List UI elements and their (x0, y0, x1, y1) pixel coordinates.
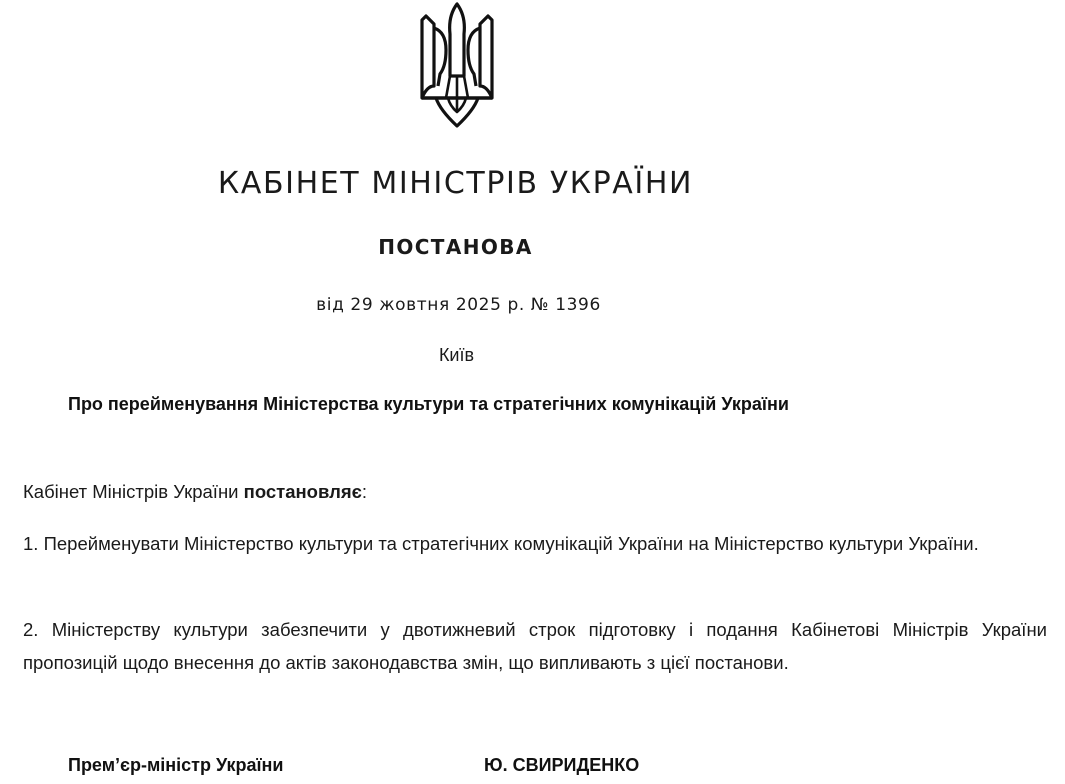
page-title: КАБІНЕТ МІНІСТРІВ УКРАЇНИ (217, 166, 694, 201)
resolution-item-1: 1. Перейменувати Міністерство культури та стратегічних комунікацій України на Міністерство культури України. (23, 533, 979, 554)
intro-suffix: : (361, 481, 368, 502)
document-date-number: від 29 жовтня 2025 р. № 1396 (316, 295, 601, 315)
intro-prefix: Кабінет Міністрів України (23, 481, 244, 502)
tryzub-coat-of-arms-icon (418, 2, 496, 128)
document-subject: Про перейменування Міністерства культури та стратегічних комунікацій України (68, 394, 789, 414)
resolution-item-2: 2. Міністерству культури забезпечити у двотижневий строк підготовку і подання Кабінетові Міністрів України пропозицій щодо внесення до актів законодавства змін, що випливають з цієї постанови. (23, 619, 1047, 673)
document-type: ПОСТАНОВА (378, 235, 533, 259)
document-city: Київ (438, 345, 475, 365)
signatory-name: Ю. СВИРИДЕНКО (484, 755, 640, 775)
intro-resolution-word: постановляє (243, 481, 362, 502)
signatory-position: Прем’єр-міністр України (68, 755, 284, 775)
intro-paragraph (23, 475, 1047, 508)
